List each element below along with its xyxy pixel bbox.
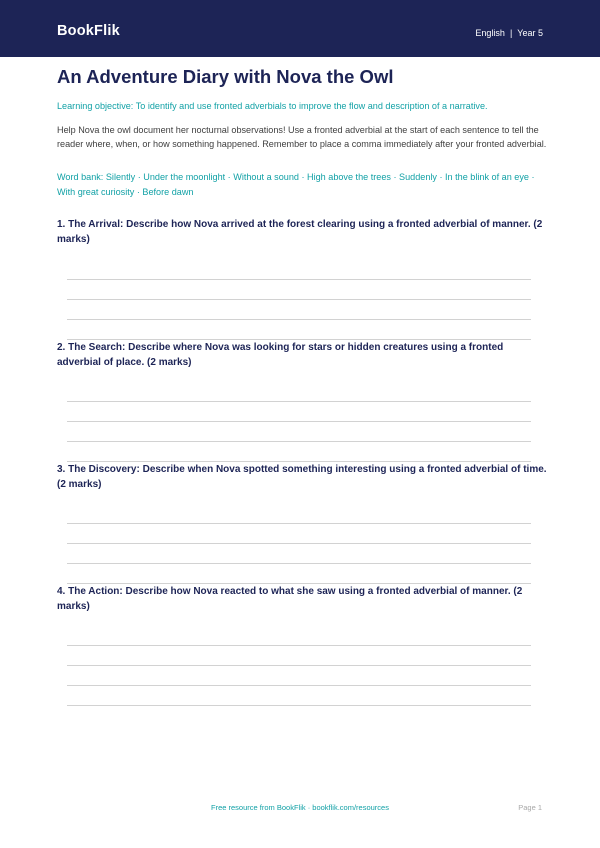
question-4: 4. The Action: Describe how Nova reacted to what she saw using a fronted adverbial of manner. (2 marks): [57, 586, 523, 612]
header-bar: [0, 0, 600, 57]
answer-line[interactable]: [67, 523, 531, 524]
subject-label: English: [475, 28, 505, 38]
question-3: 3. The Discovery: Describe when Nova spotted something interesting using a fronted adverbial of time. (2 marks): [57, 464, 547, 490]
header-separator: |: [509, 28, 513, 38]
word-bank: Word bank: Silently · Under the moonlight · Without a sound · High above the trees · Suddenly · In the blink of an eye · With great curiosity · Before dawn: [57, 172, 535, 197]
answer-line[interactable]: [67, 665, 531, 666]
intro-paragraph: Help Nova the owl document her nocturnal observations! Use a fronted adverbial at the start of each sentence to tell the reader where, when, or how something happened. Remember to place a comma immediately after your fronted adverbial.: [57, 125, 547, 149]
answer-line[interactable]: [67, 421, 531, 422]
answer-line[interactable]: [67, 279, 531, 280]
answer-line[interactable]: [67, 543, 531, 544]
question-1: 1. The Arrival: Describe how Nova arrived at the forest clearing using a fronted adverbial of manner. (2 marks): [57, 219, 543, 245]
learning-objective: Learning objective: To identify and use fronted adverbials to improve the flow and description of a narrative.: [57, 101, 488, 111]
footer-text: Free resource from BookFlik · bookflik.com/resources: [211, 803, 389, 812]
brand-logo-text: BookFlik: [57, 23, 120, 39]
year-label: Year 5: [517, 28, 543, 38]
answer-line[interactable]: [67, 645, 531, 646]
question-2: 2. The Search: Describe where Nova was looking for stars or hidden creatures using a fronted adverbial of place. (2 marks): [57, 342, 504, 368]
answer-line[interactable]: [67, 319, 531, 320]
answer-line[interactable]: [67, 563, 531, 564]
answer-line[interactable]: [67, 441, 531, 442]
page-number: Page 1: [518, 803, 542, 812]
answer-line[interactable]: [67, 401, 531, 402]
answer-line[interactable]: [67, 685, 531, 686]
answer-line[interactable]: [67, 299, 531, 300]
subject-year-label: [475, 28, 543, 38]
answer-line[interactable]: [67, 705, 531, 706]
page-title: An Adventure Diary with Nova the Owl: [57, 66, 394, 87]
